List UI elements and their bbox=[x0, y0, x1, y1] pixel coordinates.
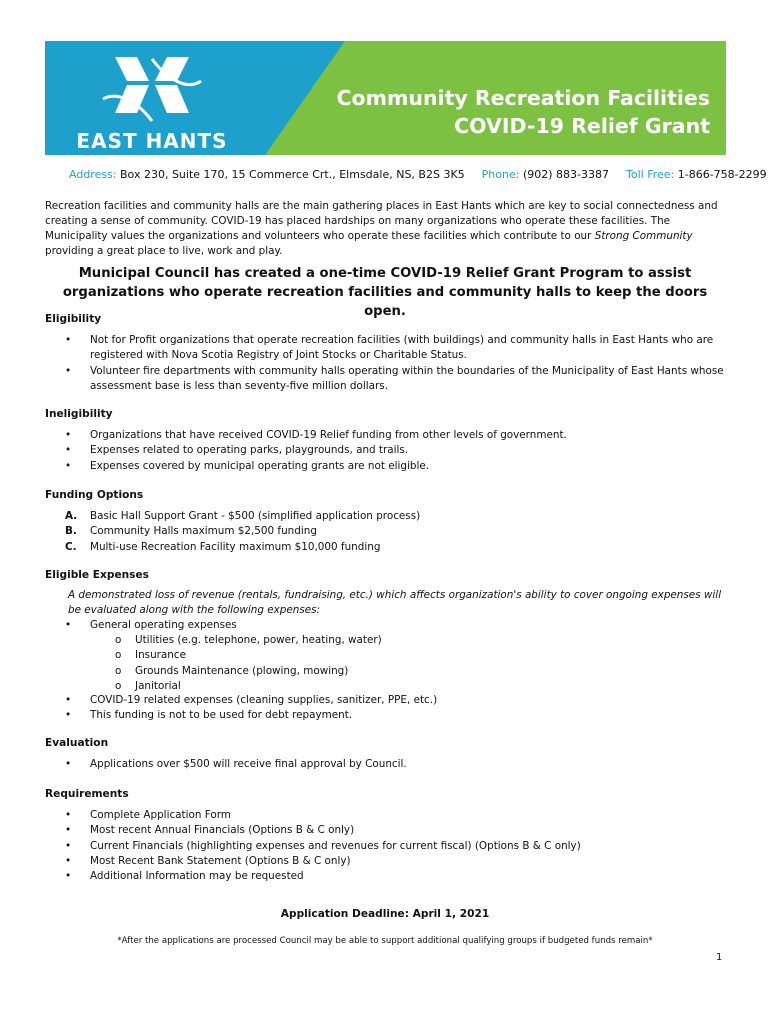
address-label: Address: bbox=[69, 168, 117, 181]
sub-list-item bbox=[65, 679, 725, 694]
circle-bullet-icon: o bbox=[115, 649, 122, 662]
sub-list-item bbox=[65, 633, 725, 648]
bullet-icon: • bbox=[65, 694, 72, 706]
phone-label: Phone: bbox=[481, 168, 520, 181]
intro-text-after: providing a great place to live, work and play. bbox=[45, 245, 283, 257]
headline: Municipal Council has created a one-time COVID-19 Relief Grant Program to assist organizations who operate recreation facilities and community halls to keep the doors open. bbox=[62, 266, 708, 319]
list-item-text: Expenses covered by municipal operating grants are not eligible. bbox=[90, 459, 430, 472]
requirements-heading: Requirements bbox=[45, 788, 129, 800]
list-item bbox=[65, 693, 725, 708]
list-item-text: Community Halls maximum $2,500 funding bbox=[90, 525, 317, 538]
bullet-icon: • bbox=[65, 709, 72, 722]
list-item bbox=[65, 618, 725, 633]
list-item-text: Volunteer fire departments with community halls operating within the boundaries of the Municipality of East Hants whose assessment base is less than seventy-five million dollars. bbox=[90, 364, 724, 392]
list-item-text: Not for Profit organizations that operate recreation facilities (with buildings) and community halls in East Hants who are registered with Nova Scotia Registry of Joint Stocks or Charitable Status. bbox=[90, 334, 714, 362]
list-item bbox=[65, 509, 725, 524]
eligibility-list bbox=[65, 333, 725, 394]
ineligibility-list bbox=[65, 428, 725, 474]
list-item bbox=[65, 854, 725, 869]
list-item bbox=[65, 333, 725, 364]
list-item-text: Organizations that have received COVID-19 Relief funding from other levels of government. bbox=[90, 429, 567, 441]
list-item-text: Most recent Annual Financials (Options B & C only) bbox=[90, 824, 355, 837]
funding-heading: Funding Options bbox=[45, 489, 144, 501]
intro-text-italic: Strong Community bbox=[594, 230, 693, 242]
list-item bbox=[65, 708, 725, 723]
list-marker: A. bbox=[65, 510, 78, 522]
intro-paragraph bbox=[45, 199, 725, 259]
bullet-icon: • bbox=[65, 444, 72, 457]
list-item-text: Applications over $500 will receive final approval by Council. bbox=[90, 758, 407, 770]
list-item-text: Grounds Maintenance (plowing, mowing) bbox=[135, 664, 349, 677]
contact-line bbox=[69, 168, 767, 181]
list-item-text: Multi-use Recreation Facility maximum $10,000 funding bbox=[90, 540, 381, 553]
circle-bullet-icon: o bbox=[115, 679, 122, 692]
bullet-icon: • bbox=[65, 870, 72, 883]
list-item-text: Janitorial bbox=[135, 679, 181, 692]
list-item-text: Insurance bbox=[135, 649, 186, 662]
list-item bbox=[65, 808, 725, 823]
list-item-text: Additional Information may be requested bbox=[90, 870, 304, 883]
list-item-text: General operating expenses bbox=[90, 619, 237, 631]
eligibility-heading: Eligibility bbox=[45, 313, 102, 325]
bullet-icon: • bbox=[65, 429, 72, 441]
sub-list-item bbox=[65, 648, 725, 663]
bullet-icon: • bbox=[65, 839, 72, 852]
list-item bbox=[65, 459, 725, 474]
list-item-text: Expenses related to operating parks, playgrounds, and trails. bbox=[90, 444, 409, 457]
list-item bbox=[65, 443, 725, 458]
circle-bullet-icon: o bbox=[115, 664, 122, 677]
list-marker: B. bbox=[65, 525, 77, 538]
evaluation-list bbox=[65, 757, 725, 772]
bullet-icon: • bbox=[65, 364, 72, 377]
logo-mark-icon bbox=[67, 51, 237, 129]
bullet-icon: • bbox=[65, 854, 72, 867]
expenses-note: A demonstrated loss of revenue (rentals, fundraising, etc.) which affects organization's ability to cover ongoing expenses will be evaluated along with the following expenses: bbox=[68, 589, 722, 616]
bullet-icon: • bbox=[65, 334, 72, 346]
page-number: 1 bbox=[716, 952, 723, 963]
expenses-heading: Eligible Expenses bbox=[45, 569, 149, 581]
title-line-1: Community Recreation Facilities bbox=[336, 86, 710, 110]
list-item bbox=[65, 364, 725, 395]
list-item-text: This funding is not to be used for debt repayment. bbox=[90, 709, 353, 722]
funding-list bbox=[65, 509, 725, 555]
circle-bullet-icon: o bbox=[115, 634, 122, 646]
list-item bbox=[65, 428, 725, 443]
logo-text: EAST HANTS bbox=[76, 129, 228, 153]
list-item-text: Basic Hall Support Grant - $500 (simplified application process) bbox=[90, 510, 421, 522]
title-line-2: COVID-19 Relief Grant bbox=[454, 114, 710, 138]
address-value: Box 230, Suite 170, 15 Commerce Crt., Elmsdale, NS, B2S 3K5 bbox=[120, 168, 465, 181]
sub-list-item bbox=[65, 664, 725, 679]
list-item-text: Utilities (e.g. telephone, power, heating, water) bbox=[135, 634, 382, 646]
ineligibility-heading: Ineligibility bbox=[45, 408, 113, 420]
bullet-icon: • bbox=[65, 459, 72, 472]
list-item-text: Complete Application Form bbox=[90, 809, 231, 821]
list-item bbox=[65, 839, 725, 854]
header-banner bbox=[45, 41, 726, 155]
bullet-icon: • bbox=[65, 619, 72, 631]
bullet-icon: • bbox=[65, 758, 72, 770]
phone-value: (902) 883-3387 bbox=[522, 168, 609, 181]
requirements-list bbox=[65, 808, 725, 884]
page-title bbox=[337, 84, 711, 140]
expenses-list-2 bbox=[65, 693, 725, 724]
expenses-list bbox=[65, 618, 725, 633]
list-item bbox=[65, 823, 725, 838]
list-item-text: COVID-19 related expenses (cleaning supplies, sanitizer, PPE, etc.) bbox=[90, 694, 438, 706]
intro-text-before: Recreation facilities and community halls are the main gathering places in East Hants which are key to social connectedness and creating a sense of community. COVID-19 has placed hardships on many organizations who operate these facilities. The Municipality values the organizations and volunteers who operate these facilities which contribute to our bbox=[45, 200, 718, 242]
footnote: *After the applications are processed Council may be able to support additional qualifying groups if budgeted funds remain* bbox=[117, 936, 653, 946]
list-item bbox=[65, 524, 725, 539]
bullet-icon: • bbox=[65, 809, 72, 821]
application-deadline: Application Deadline: April 1, 2021 bbox=[280, 908, 490, 920]
list-item-text: Current Financials (highlighting expenses and revenues for current fiscal) (Options B & C only) bbox=[90, 839, 581, 852]
list-item bbox=[65, 540, 725, 555]
bullet-icon: • bbox=[65, 824, 72, 837]
list-marker: C. bbox=[65, 540, 77, 553]
east-hants-logo bbox=[67, 51, 237, 151]
list-item-text: Most Recent Bank Statement (Options B & C only) bbox=[90, 854, 351, 867]
evaluation-heading: Evaluation bbox=[45, 737, 109, 749]
expenses-sub-list bbox=[65, 633, 725, 694]
tollfree-value: 1-866-758-2299 bbox=[677, 168, 767, 181]
list-item bbox=[65, 869, 725, 884]
tollfree-label: Toll Free: bbox=[626, 168, 675, 181]
list-item bbox=[65, 757, 725, 772]
